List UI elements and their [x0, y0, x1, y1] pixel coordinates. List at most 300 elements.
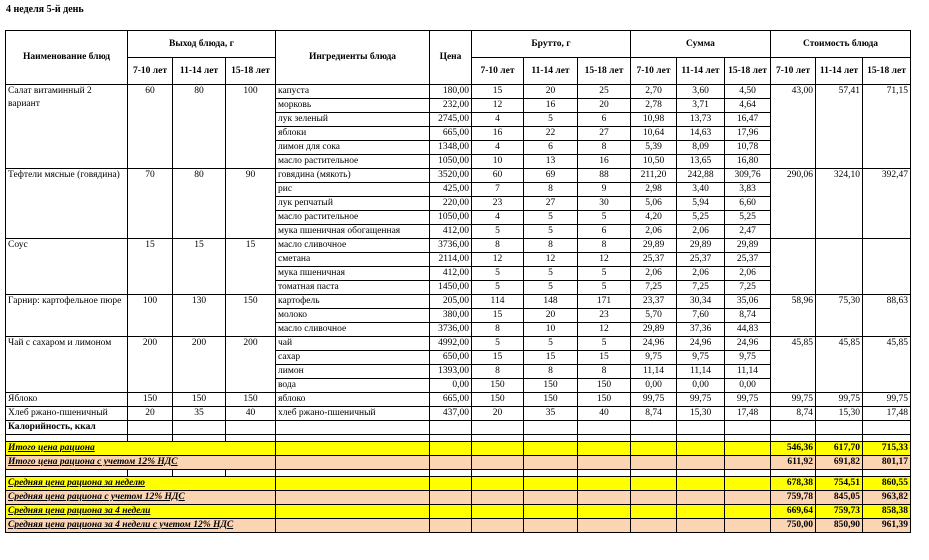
ingredient-sum[interactable]: 5,94	[677, 197, 725, 211]
dish-yield[interactable]: 200	[173, 337, 226, 393]
ingredient-gross[interactable]: 5	[578, 281, 631, 295]
cell[interactable]	[472, 505, 524, 519]
dish-yield[interactable]: 200	[226, 337, 276, 393]
ingredient-sum[interactable]: 0,00	[677, 379, 725, 393]
cell[interactable]	[677, 477, 725, 491]
ingredient-gross[interactable]: 27	[524, 197, 578, 211]
header-gross[interactable]: Брутто, г	[472, 31, 631, 58]
cell[interactable]	[677, 442, 725, 456]
cell[interactable]	[863, 421, 911, 435]
dish-yield[interactable]: 60	[128, 85, 173, 169]
ingredient-sum[interactable]: 99,75	[725, 393, 771, 407]
dish-yield[interactable]: 70	[128, 169, 173, 239]
summary-value[interactable]: 546,36	[771, 442, 816, 456]
ingredient-sum[interactable]: 4,20	[631, 211, 677, 225]
dish-yield[interactable]: 150	[173, 393, 226, 407]
ingredient-sum[interactable]: 5,25	[677, 211, 725, 225]
cell[interactable]	[173, 421, 226, 435]
cell[interactable]	[725, 442, 771, 456]
ingredient-sum[interactable]: 2,06	[725, 267, 771, 281]
ingredient-name[interactable]: яблоко	[276, 393, 430, 407]
cell[interactable]	[524, 442, 578, 456]
cell[interactable]	[472, 456, 524, 470]
summary-value[interactable]: 754,51	[816, 477, 863, 491]
ingredient-sum[interactable]: 25,37	[677, 253, 725, 267]
ingredient-gross[interactable]: 8	[524, 239, 578, 253]
ingredient-name[interactable]: масло растительное	[276, 155, 430, 169]
cell[interactable]	[771, 435, 816, 442]
cell[interactable]	[128, 421, 173, 435]
ingredient-name[interactable]: масло сливочное	[276, 239, 430, 253]
ingredient-gross[interactable]: 5	[472, 225, 524, 239]
ingredient-gross[interactable]: 8	[524, 365, 578, 379]
ingredient-price[interactable]: 205,00	[430, 295, 472, 309]
dish-cost[interactable]: 99,75	[816, 393, 863, 407]
ingredient-sum[interactable]: 5,39	[631, 141, 677, 155]
ingredient-sum[interactable]: 309,76	[725, 169, 771, 183]
ingredient-gross[interactable]: 27	[578, 127, 631, 141]
cell[interactable]	[725, 505, 771, 519]
dish-yield[interactable]: 20	[128, 407, 173, 421]
ingredient-price[interactable]: 0,00	[430, 379, 472, 393]
dish-cost[interactable]: 15,30	[816, 407, 863, 421]
ingredient-sum[interactable]: 10,98	[631, 113, 677, 127]
cell[interactable]	[725, 470, 771, 477]
summary-label[interactable]: Средняя цена рациона за 4 недели	[6, 505, 276, 519]
ingredient-name[interactable]: говядина (мякоть)	[276, 169, 430, 183]
ingredient-sum[interactable]: 2,47	[725, 225, 771, 239]
ingredient-sum[interactable]: 10,50	[631, 155, 677, 169]
cell[interactable]	[276, 456, 430, 470]
cell[interactable]	[524, 491, 578, 505]
ingredient-gross[interactable]: 5	[578, 337, 631, 351]
cell[interactable]	[816, 421, 863, 435]
ingredient-sum[interactable]: 29,89	[631, 239, 677, 253]
ingredient-gross[interactable]: 25	[578, 85, 631, 99]
ingredient-name[interactable]: молоко	[276, 309, 430, 323]
ingredient-sum[interactable]: 11,14	[631, 365, 677, 379]
ingredient-gross[interactable]: 20	[524, 85, 578, 99]
ingredient-gross[interactable]: 5	[472, 337, 524, 351]
dish-cost[interactable]: 75,30	[816, 295, 863, 337]
ingredient-sum[interactable]: 6,60	[725, 197, 771, 211]
ingredient-gross[interactable]: 5	[524, 211, 578, 225]
dish-cost[interactable]: 45,85	[816, 337, 863, 393]
header-cost[interactable]: Стоимость блюда	[771, 31, 911, 58]
dish-yield[interactable]: 40	[226, 407, 276, 421]
header-price[interactable]: Цена	[430, 31, 472, 85]
ingredient-name[interactable]: лимон для сока	[276, 141, 430, 155]
ingredient-sum[interactable]: 2,78	[631, 99, 677, 113]
summary-value[interactable]: 750,00	[771, 519, 816, 533]
summary-label[interactable]: Итого цена рациона	[6, 442, 276, 456]
ingredient-sum[interactable]: 7,60	[677, 309, 725, 323]
ingredient-gross[interactable]: 5	[524, 281, 578, 295]
ingredient-sum[interactable]: 9,75	[677, 351, 725, 365]
ingredient-sum[interactable]: 3,40	[677, 183, 725, 197]
cell[interactable]	[276, 442, 430, 456]
ingredient-price[interactable]: 1348,00	[430, 141, 472, 155]
ingredient-sum[interactable]: 5,06	[631, 197, 677, 211]
header-age-group[interactable]: 15-18 лет	[578, 58, 631, 85]
ingredient-gross[interactable]: 23	[472, 197, 524, 211]
summary-label[interactable]: Средняя цена рациона за неделю	[6, 477, 276, 491]
ingredient-gross[interactable]: 15	[524, 351, 578, 365]
ingredient-sum[interactable]: 8,74	[725, 309, 771, 323]
ingredient-price[interactable]: 1050,00	[430, 155, 472, 169]
summary-value[interactable]: 617,70	[816, 442, 863, 456]
summary-value[interactable]: 759,73	[816, 505, 863, 519]
cell[interactable]	[631, 505, 677, 519]
cell[interactable]	[631, 477, 677, 491]
ingredient-sum[interactable]: 8,74	[631, 407, 677, 421]
ingredient-name[interactable]: масло сливочное	[276, 323, 430, 337]
ingredient-gross[interactable]: 4	[472, 113, 524, 127]
ingredient-price[interactable]: 2745,00	[430, 113, 472, 127]
dish-yield[interactable]: 15	[173, 239, 226, 295]
dish-cost[interactable]: 45,85	[771, 337, 816, 393]
header-age-group[interactable]: 7-10 лет	[631, 58, 677, 85]
ingredient-sum[interactable]: 5,70	[631, 309, 677, 323]
ingredient-sum[interactable]: 17,96	[725, 127, 771, 141]
ingredient-gross[interactable]: 5	[524, 267, 578, 281]
cell[interactable]	[226, 435, 276, 442]
ingredient-gross[interactable]: 5	[524, 113, 578, 127]
summary-value[interactable]: 860,55	[863, 477, 911, 491]
cell[interactable]	[725, 491, 771, 505]
ingredient-price[interactable]: 1393,00	[430, 365, 472, 379]
cell[interactable]	[472, 442, 524, 456]
ingredient-sum[interactable]: 24,96	[677, 337, 725, 351]
ingredient-sum[interactable]: 24,96	[631, 337, 677, 351]
summary-value[interactable]: 963,82	[863, 491, 911, 505]
dish-cost[interactable]: 88,63	[863, 295, 911, 337]
cell[interactable]	[430, 421, 472, 435]
ingredient-sum[interactable]: 13,73	[677, 113, 725, 127]
cell[interactable]	[6, 470, 128, 477]
dish-cost[interactable]	[816, 239, 863, 295]
dish-yield[interactable]: 150	[226, 295, 276, 337]
ingredient-gross[interactable]: 150	[472, 393, 524, 407]
ingredient-gross[interactable]: 15	[472, 85, 524, 99]
cell[interactable]	[276, 421, 430, 435]
ingredient-gross[interactable]: 10	[524, 323, 578, 337]
dish-cost[interactable]: 324,10	[816, 169, 863, 239]
ingredient-gross[interactable]: 12	[578, 323, 631, 337]
ingredient-name[interactable]: мука пшеничная обогащенная	[276, 225, 430, 239]
ingredient-gross[interactable]: 15	[472, 351, 524, 365]
ingredient-gross[interactable]: 114	[472, 295, 524, 309]
cell[interactable]	[631, 470, 677, 477]
summary-value[interactable]: 715,33	[863, 442, 911, 456]
dish-cost[interactable]	[771, 239, 816, 295]
ingredient-gross[interactable]: 6	[578, 113, 631, 127]
dish-cost[interactable]: 99,75	[863, 393, 911, 407]
dish-cost[interactable]: 43,00	[771, 85, 816, 169]
cell[interactable]	[725, 421, 771, 435]
ingredient-gross[interactable]: 5	[524, 225, 578, 239]
ingredient-name[interactable]: капуста	[276, 85, 430, 99]
cell[interactable]	[578, 477, 631, 491]
cell[interactable]	[430, 470, 472, 477]
dish-cost[interactable]: 290,06	[771, 169, 816, 239]
summary-value[interactable]: 691,82	[816, 456, 863, 470]
summary-value[interactable]: 845,05	[816, 491, 863, 505]
ingredient-sum[interactable]: 3,71	[677, 99, 725, 113]
ingredient-sum[interactable]: 16,80	[725, 155, 771, 169]
ingredient-name[interactable]: хлеб ржано-пшеничный	[276, 407, 430, 421]
dish-yield[interactable]: 15	[226, 239, 276, 295]
ingredient-gross[interactable]: 15	[578, 351, 631, 365]
ingredient-gross[interactable]: 150	[578, 379, 631, 393]
ingredient-gross[interactable]: 8	[472, 239, 524, 253]
cell[interactable]	[524, 477, 578, 491]
cell[interactable]	[631, 435, 677, 442]
header-dish-name[interactable]: Наименование блюд	[6, 31, 128, 85]
ingredient-gross[interactable]: 8	[524, 183, 578, 197]
cell[interactable]	[578, 505, 631, 519]
cell[interactable]	[524, 470, 578, 477]
ingredient-price[interactable]: 4992,00	[430, 337, 472, 351]
header-age-group[interactable]: 7-10 лет	[128, 58, 173, 85]
dish-yield[interactable]: 80	[173, 169, 226, 239]
summary-value[interactable]: 759,78	[771, 491, 816, 505]
ingredient-gross[interactable]: 60	[472, 169, 524, 183]
cell[interactable]	[578, 519, 631, 533]
cell[interactable]	[578, 421, 631, 435]
summary-value[interactable]: 611,92	[771, 456, 816, 470]
ingredient-price[interactable]: 1050,00	[430, 211, 472, 225]
ingredient-sum[interactable]: 15,30	[677, 407, 725, 421]
dish-yield[interactable]: 130	[173, 295, 226, 337]
ingredient-gross[interactable]: 12	[472, 253, 524, 267]
ingredient-gross[interactable]: 171	[578, 295, 631, 309]
cell[interactable]	[816, 435, 863, 442]
dish-yield[interactable]: 35	[173, 407, 226, 421]
ingredient-sum[interactable]: 37,36	[677, 323, 725, 337]
calories-label[interactable]: Калорийность, ккал	[6, 421, 128, 435]
cell[interactable]	[128, 470, 173, 477]
ingredient-name[interactable]: морковь	[276, 99, 430, 113]
ingredient-gross[interactable]: 4	[472, 141, 524, 155]
summary-value[interactable]: 669,64	[771, 505, 816, 519]
ingredient-gross[interactable]: 150	[524, 379, 578, 393]
ingredient-gross[interactable]: 7	[472, 183, 524, 197]
header-age-group[interactable]: 11-14 лет	[816, 58, 863, 85]
ingredient-sum[interactable]: 10,78	[725, 141, 771, 155]
ingredient-price[interactable]: 2114,00	[430, 253, 472, 267]
dish-cost[interactable]: 392,47	[863, 169, 911, 239]
ingredient-sum[interactable]: 11,14	[677, 365, 725, 379]
dish-name[interactable]: Соус	[6, 239, 128, 295]
cell[interactable]	[578, 470, 631, 477]
ingredient-gross[interactable]: 88	[578, 169, 631, 183]
ingredient-sum[interactable]: 16,47	[725, 113, 771, 127]
dish-cost[interactable]: 8,74	[771, 407, 816, 421]
ingredient-sum[interactable]: 0,00	[725, 379, 771, 393]
ingredient-name[interactable]: картофель	[276, 295, 430, 309]
summary-label[interactable]: Итого цена рациона с учетом 12% НДС	[6, 456, 276, 470]
ingredient-sum[interactable]: 9,75	[631, 351, 677, 365]
ingredient-gross[interactable]: 8	[472, 323, 524, 337]
cell[interactable]	[725, 456, 771, 470]
ingredient-gross[interactable]: 12	[472, 99, 524, 113]
ingredient-name[interactable]: лук репчатый	[276, 197, 430, 211]
cell[interactable]	[276, 491, 430, 505]
dish-name[interactable]: Салат витаминный 2 вариант	[6, 85, 128, 169]
header-sum[interactable]: Сумма	[631, 31, 771, 58]
ingredient-name[interactable]: яблоки	[276, 127, 430, 141]
ingredient-sum[interactable]: 3,83	[725, 183, 771, 197]
ingredient-name[interactable]: томатная паста	[276, 281, 430, 295]
ingredient-sum[interactable]: 7,25	[677, 281, 725, 295]
ingredient-gross[interactable]: 8	[578, 141, 631, 155]
ingredient-gross[interactable]: 20	[524, 309, 578, 323]
ingredient-gross[interactable]: 150	[524, 393, 578, 407]
dish-cost[interactable]: 58,96	[771, 295, 816, 337]
ingredient-gross[interactable]: 150	[578, 393, 631, 407]
cell[interactable]	[173, 435, 226, 442]
ingredient-sum[interactable]: 23,37	[631, 295, 677, 309]
cell[interactable]	[472, 477, 524, 491]
ingredient-sum[interactable]: 7,25	[631, 281, 677, 295]
ingredient-sum[interactable]: 10,64	[631, 127, 677, 141]
ingredient-sum[interactable]: 11,14	[725, 365, 771, 379]
ingredient-sum[interactable]: 99,75	[677, 393, 725, 407]
cell[interactable]	[725, 477, 771, 491]
ingredient-sum[interactable]: 3,60	[677, 85, 725, 99]
cell[interactable]	[524, 421, 578, 435]
header-ingredients[interactable]: Ингредиенты блюда	[276, 31, 430, 85]
ingredient-gross[interactable]: 6	[524, 141, 578, 155]
dish-name[interactable]: Тефтели мясные (говядина)	[6, 169, 128, 239]
ingredient-sum[interactable]: 2,06	[677, 267, 725, 281]
ingredient-price[interactable]: 220,00	[430, 197, 472, 211]
ingredient-sum[interactable]: 0,00	[631, 379, 677, 393]
ingredient-sum[interactable]: 4,64	[725, 99, 771, 113]
ingredient-name[interactable]: сметана	[276, 253, 430, 267]
cell[interactable]	[430, 442, 472, 456]
ingredient-gross[interactable]: 16	[472, 127, 524, 141]
ingredient-sum[interactable]: 8,09	[677, 141, 725, 155]
ingredient-sum[interactable]: 2,06	[631, 267, 677, 281]
ingredient-gross[interactable]: 5	[524, 337, 578, 351]
cell[interactable]	[631, 519, 677, 533]
ingredient-name[interactable]: вода	[276, 379, 430, 393]
ingredient-sum[interactable]: 25,37	[631, 253, 677, 267]
ingredient-sum[interactable]: 14,63	[677, 127, 725, 141]
ingredient-sum[interactable]: 211,20	[631, 169, 677, 183]
cell[interactable]	[677, 519, 725, 533]
dish-name[interactable]: Хлеб ржано-пшеничный	[6, 407, 128, 421]
ingredient-price[interactable]: 650,00	[430, 351, 472, 365]
cell[interactable]	[524, 456, 578, 470]
cell[interactable]	[226, 470, 276, 477]
ingredient-price[interactable]: 3736,00	[430, 323, 472, 337]
ingredient-sum[interactable]: 4,50	[725, 85, 771, 99]
summary-value[interactable]: 801,17	[863, 456, 911, 470]
dish-yield[interactable]: 150	[128, 393, 173, 407]
ingredient-gross[interactable]: 8	[578, 365, 631, 379]
cell[interactable]	[472, 421, 524, 435]
summary-label[interactable]: Средняя цена рациона с учетом 12% НДС	[6, 491, 276, 505]
ingredient-sum[interactable]: 29,89	[677, 239, 725, 253]
ingredient-sum[interactable]: 24,96	[725, 337, 771, 351]
cell[interactable]	[578, 442, 631, 456]
ingredient-gross[interactable]: 15	[472, 309, 524, 323]
dish-name[interactable]: Чай с сахаром и лимоном	[6, 337, 128, 393]
cell[interactable]	[276, 519, 430, 533]
cell[interactable]	[631, 442, 677, 456]
cell[interactable]	[430, 477, 472, 491]
header-age-group[interactable]: 15-18 лет	[226, 58, 276, 85]
header-yield[interactable]: Выход блюда, г	[128, 31, 276, 58]
dish-cost[interactable]: 99,75	[771, 393, 816, 407]
ingredient-sum[interactable]: 35,06	[725, 295, 771, 309]
ingredient-gross[interactable]: 148	[524, 295, 578, 309]
ingredient-gross[interactable]: 13	[524, 155, 578, 169]
ingredient-gross[interactable]: 20	[472, 407, 524, 421]
cell[interactable]	[578, 456, 631, 470]
cell[interactable]	[771, 421, 816, 435]
cell[interactable]	[430, 505, 472, 519]
cell[interactable]	[524, 435, 578, 442]
cell[interactable]	[430, 519, 472, 533]
header-age-group[interactable]: 15-18 лет	[725, 58, 771, 85]
cell[interactable]	[276, 470, 430, 477]
cell[interactable]	[771, 470, 816, 477]
ingredient-sum[interactable]: 2,98	[631, 183, 677, 197]
ingredient-gross[interactable]: 69	[524, 169, 578, 183]
dish-cost[interactable]: 57,41	[816, 85, 863, 169]
header-age-group[interactable]: 11-14 лет	[173, 58, 226, 85]
ingredient-gross[interactable]: 8	[472, 365, 524, 379]
ingredient-sum[interactable]: 2,70	[631, 85, 677, 99]
ingredient-price[interactable]: 412,00	[430, 267, 472, 281]
ingredient-gross[interactable]: 30	[578, 197, 631, 211]
ingredient-sum[interactable]: 29,89	[631, 323, 677, 337]
cell[interactable]	[725, 519, 771, 533]
ingredient-sum[interactable]: 5,25	[725, 211, 771, 225]
cell[interactable]	[631, 421, 677, 435]
cell[interactable]	[725, 435, 771, 442]
ingredient-name[interactable]: чай	[276, 337, 430, 351]
ingredient-sum[interactable]: 2,06	[677, 225, 725, 239]
ingredient-gross[interactable]: 12	[578, 253, 631, 267]
dish-cost[interactable]: 45,85	[863, 337, 911, 393]
cell[interactable]	[578, 491, 631, 505]
ingredient-name[interactable]: сахар	[276, 351, 430, 365]
dish-cost[interactable]: 71,15	[863, 85, 911, 169]
dish-name[interactable]: Гарнир: картофельное пюре	[6, 295, 128, 337]
dish-yield[interactable]: 200	[128, 337, 173, 393]
dish-name[interactable]: Яблоко	[6, 393, 128, 407]
summary-value[interactable]: 858,38	[863, 505, 911, 519]
ingredient-sum[interactable]: 25,37	[725, 253, 771, 267]
cell[interactable]	[430, 456, 472, 470]
header-age-group[interactable]: 15-18 лет	[863, 58, 911, 85]
ingredient-gross[interactable]: 23	[578, 309, 631, 323]
summary-label[interactable]: Средняя цена рациона за 4 недели с учетом 12% НДС	[6, 519, 276, 533]
cell[interactable]	[472, 435, 524, 442]
ingredient-gross[interactable]: 6	[578, 225, 631, 239]
ingredient-sum[interactable]: 242,88	[677, 169, 725, 183]
ingredient-price[interactable]: 3520,00	[430, 169, 472, 183]
cell[interactable]	[816, 470, 863, 477]
cell[interactable]	[472, 519, 524, 533]
cell[interactable]	[677, 505, 725, 519]
cell[interactable]	[276, 477, 430, 491]
